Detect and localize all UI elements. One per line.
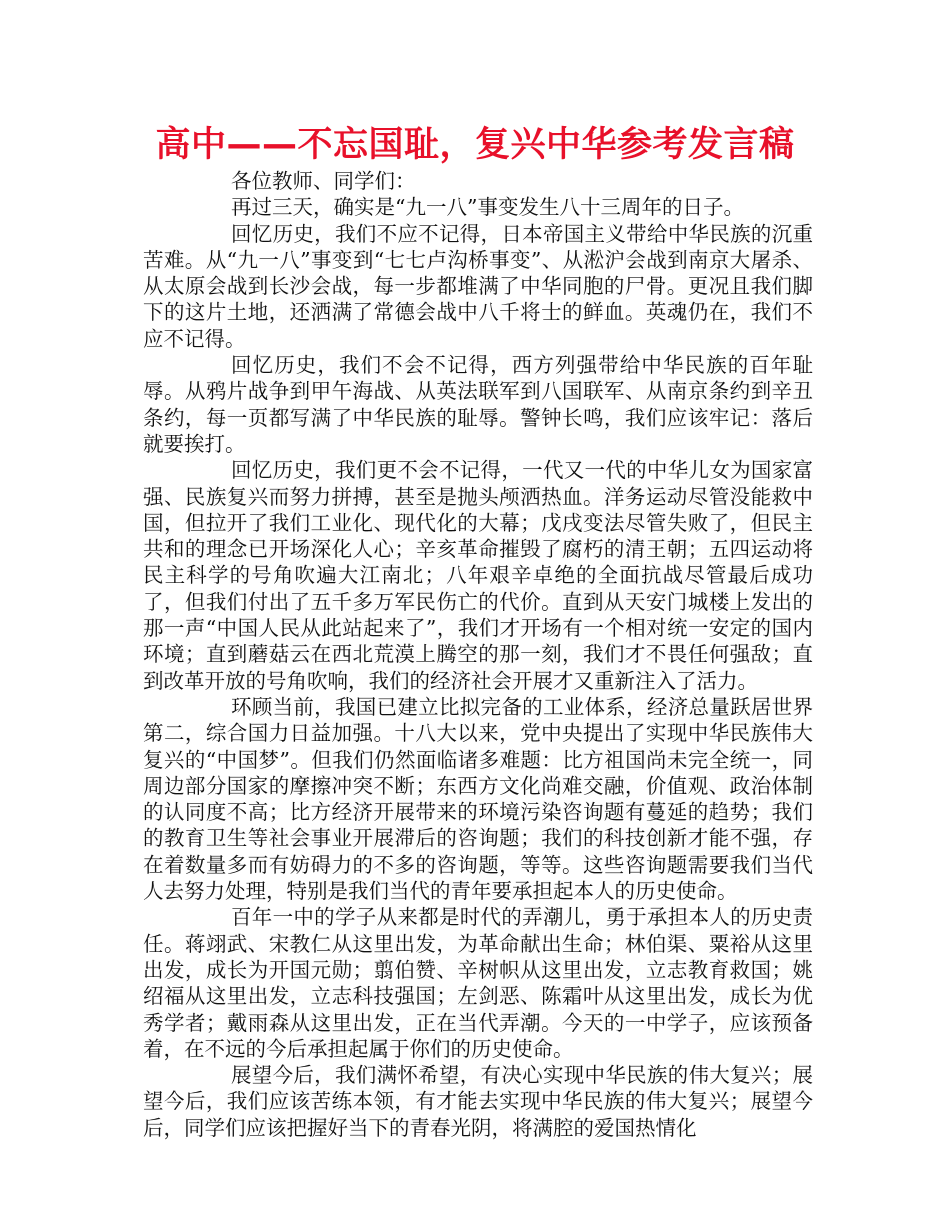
paragraph-intro: 再过三天，确实是“九一八”事变发生八十三周年的日子。 — [231, 195, 744, 220]
paragraph-outlook: 展望今后，我们满怀希望，有决心实现中华民族的伟大复兴；展望今后，我们应该苦练本领，有才能去实现中华民族的伟大复兴；展望今后，同学们应该把握好当下的青春光阴，将满腔的爱国热情化 — [143, 1063, 813, 1140]
paragraph-salutation: 各位教师、同学们： — [231, 169, 416, 193]
paragraph-japan-history: 回忆历史，我们不应不记得，日本帝国主义带给中华民族的沉重苦难。从“九一八”事变到“七七卢沟桥事变”、从淞沪会战到南京大屠杀、从太原会战到长沙会战，每一步都堆满了中华同胞的尸骨。更况且我们脚下的这片土地，还洒满了常德会战中八千将士的鲜血。英魂仍在，我们不应不记得。 — [143, 221, 813, 351]
document-title: 高中——不忘国耻，复兴中华参考发言稿 — [155, 125, 795, 165]
paragraph-western-powers: 回忆历史，我们不会不记得，西方列强带给中华民族的百年耻辱。从鸦片战争到甲午海战、从英法联军到八国联军、从南京条约到辛丑条约，每一页都写满了中华民族的耻辱。警钟长鸣，我们应该牢记：落后就要挨打。 — [143, 353, 813, 456]
paragraph-national-struggle: 回忆历史，我们更不会不记得，一代又一代的中华儿女为国家富强、民族复兴而努力拼搏，甚至是抛头颅洒热血。洋务运动尽管没能救中国，但拉开了我们工业化、现代化的大幕；戊戌变法尽管失败了，但民主共和的理念已开场深化人心；辛亥革命摧毁了腐朽的清王朝；五四运动将民主科学的号角吹遍大江南北；八年艰辛卓绝的全面抗战尽管最后成功了，但我们付出了五千多万军民伤亡的代价。直到从天安门城楼上发出的那一声“中国人民从此站起来了”，我们才开场有一个相对统一安定的国内环境；直到蘑菇云在西北荒漠上腾空的那一刻，我们才不畏任何强敌；直到改革开放的号角吹响，我们的经济社会开展才又重新注入了活力。 — [143, 458, 813, 693]
document-body — [143, 168, 813, 1141]
paragraph-school-alumni: 百年一中的学子从来都是时代的弄潮儿，勇于承担本人的历史责任。蒋翊武、宋教仁从这里出发，为革命献出生命；林伯渠、粟裕从这里出发，成长为开国元勋；翦伯赞、辛树帜从这里出发，立志教育救国；姚绍福从这里出发，立志科技强国；左剑恶、陈霜叶从这里出发，成长为优秀学者；戴雨森从这里出发，正在当代弄潮。今天的一中学子，应该预备着，在不远的今后承担起属于你们的历史使命。 — [143, 905, 813, 1061]
paragraph-current-situation: 环顾当前，我国已建立比拟完备的工业体系，经济总量跃居世界第二，综合国力日益加强。十八大以来，党中央提出了实现中华民族伟大复兴的“中国梦”。但我们仍然面临诸多难题：比方祖国尚未完全统一，同周边部分国家的摩擦冲突不断；东西方文化尚难交融，价值观、政治体制的认同度不高；比方经济开展带来的环境污染咨询题有蔓延的趋势；我们的教育卫生等社会事业开展滞后的咨询题；我们的科技创新才能不强，存在着数量多而有妨碍力的不多的咨询题，等等。这些咨询题需要我们当代人去努力处理，特别是我们当代的青年要承担起本人的历史使命。 — [143, 694, 813, 904]
